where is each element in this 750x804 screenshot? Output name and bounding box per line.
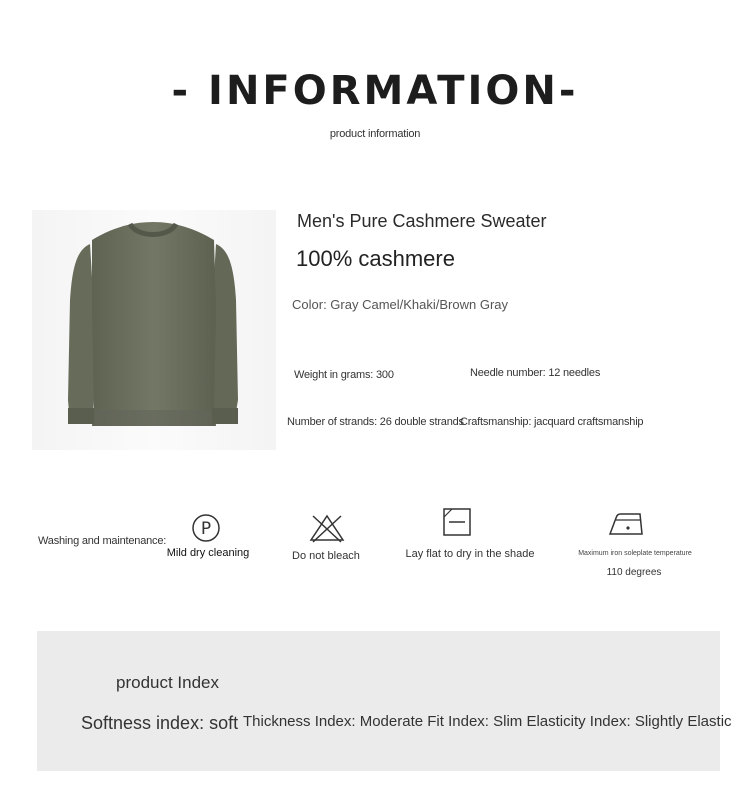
care-text-dry-flat: Lay flat to dry in the shade bbox=[405, 548, 535, 560]
other-indexes: Thickness Index: Moderate Fit Index: Slim Elasticity Index: Slightly Elastic bbox=[243, 713, 732, 730]
care-text-iron-temp: 110 degrees bbox=[606, 567, 662, 578]
softness-index: Softness index: soft bbox=[81, 713, 239, 733]
product-name: Men's Pure Cashmere Sweater bbox=[297, 211, 547, 231]
care-text-dry-clean: Mild dry cleaning bbox=[166, 547, 250, 559]
spec-weight: Weight in grams: 300 bbox=[294, 369, 394, 381]
spec-needle: Needle number: 12 needles bbox=[470, 367, 601, 379]
product-index-panel bbox=[37, 631, 720, 771]
spec-craft: Craftsmanship: jacquard craftsmanship bbox=[460, 416, 644, 428]
page-subtitle: product information bbox=[329, 128, 421, 140]
product-photo bbox=[32, 210, 276, 450]
page-title: - INFORMATION- bbox=[171, 68, 579, 114]
svg-text:P: P bbox=[200, 519, 212, 539]
spec-strands: Number of strands: 26 double strands bbox=[287, 416, 464, 428]
dry-clean-p-icon bbox=[190, 512, 222, 544]
washing-label: Washing and maintenance: bbox=[38, 535, 167, 547]
sweater-image bbox=[32, 210, 276, 450]
care-text-iron: Maximum iron soleplate temperature bbox=[578, 550, 692, 557]
iron-icon bbox=[606, 508, 646, 538]
dry-flat-shade-icon bbox=[442, 507, 472, 537]
do-not-bleach-icon bbox=[307, 512, 347, 544]
product-color: Color: Gray Camel/Khaki/Brown Gray bbox=[292, 297, 509, 312]
product-material: 100% cashmere bbox=[296, 246, 455, 271]
care-text-bleach: Do not bleach bbox=[292, 550, 360, 562]
product-index-title: product Index bbox=[116, 673, 220, 692]
